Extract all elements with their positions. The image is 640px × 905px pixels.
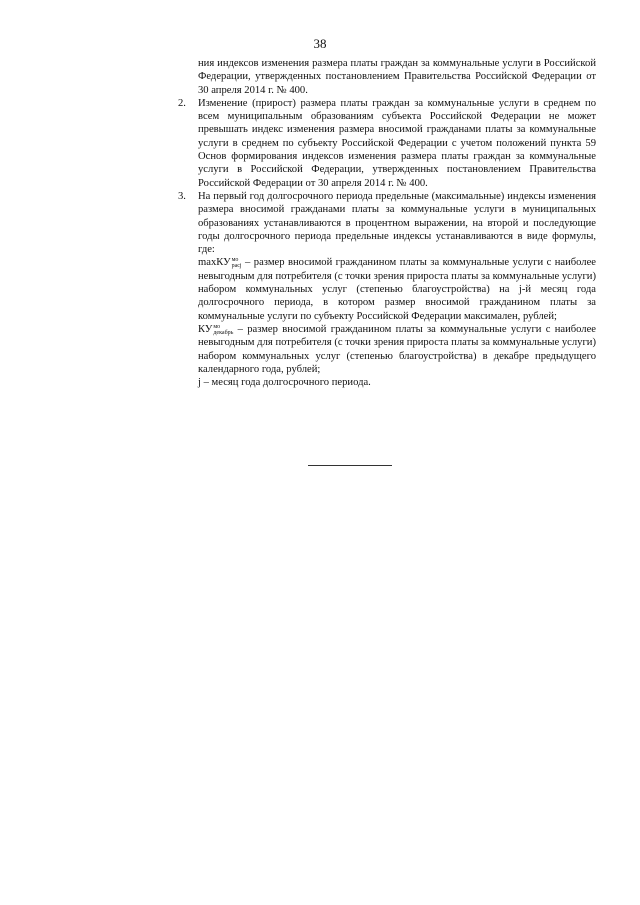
definition-ku-december <box>178 323 596 376</box>
definition-j <box>178 376 596 389</box>
definition-text: – размер вносимой гражданином платы за коммунальные услуги с наиболее невыгодным для потребителя (с точки зрения прироста платы за коммунальные услуги) набором коммунальных услуг (степенью благоустройства) в декабре предыдущего календарного года, рублей; <box>198 323 596 375</box>
page-number: 38 <box>313 36 327 51</box>
formula-symbol: КУ мо декабрь <box>198 323 234 336</box>
formula-symbol: maxКУ мо расj <box>198 257 242 270</box>
continuation-paragraph: ния индексов изменения размера платы граждан за коммунальные услуги в Российской Федерации, утвержденных постановлением Правительства Российской Федерации от 30 апреля 2014 г. № 400. <box>198 58 596 96</box>
list-item-number: 3. <box>178 190 186 202</box>
definition-max-ku <box>178 256 596 322</box>
formula-symbol: j <box>198 377 201 389</box>
definition-text: – месяц года долгосрочного периода. <box>200 377 371 389</box>
list-item-text: Изменение (прирост) размера платы граждан за коммунальные услуги в среднем по всем муниципальным образованиям субъекта Российской Федерации не может превышать индекс изменения размера вносимой гражданами платы за коммунальные услуги в среднем по субъекту Российской Федерации с учетом положений пункта 59 Основ формирования индексов изменения размера платы граждан за коммунальные услуги в Российской Федерации, утвержденных постановлением Правительства Российской Федерации от 30 апреля 2014 г. № 400. <box>198 97 596 189</box>
list-item-2 <box>178 97 596 190</box>
list-item-3 <box>178 190 596 256</box>
list-item-number: 2. <box>178 97 186 109</box>
document-body <box>178 57 596 389</box>
end-divider <box>308 465 392 466</box>
list-item-text: На первый год долгосрочного периода предельные (максимальные) индексы изменения размера вносимой гражданами платы за коммунальные услуги в муниципальных образованиях устанавливаются в процентном выражении, на второй и последующие годы долгосрочного периода предельные индексы устанавливаются в виде формулы, где: <box>198 190 596 256</box>
definition-text: – размер вносимой гражданином платы за коммунальные услуги с наиболее невыгодным для потребителя (с точки зрения прироста платы за коммунальные услуги) набором коммунальных услуг (степенью благоустройства) на j-й месяц года долгосрочного периода, в котором размер вносимой гражданином платы за коммунальные услуги по субъекту Российской Федерации максимален, рублей; <box>198 257 596 322</box>
